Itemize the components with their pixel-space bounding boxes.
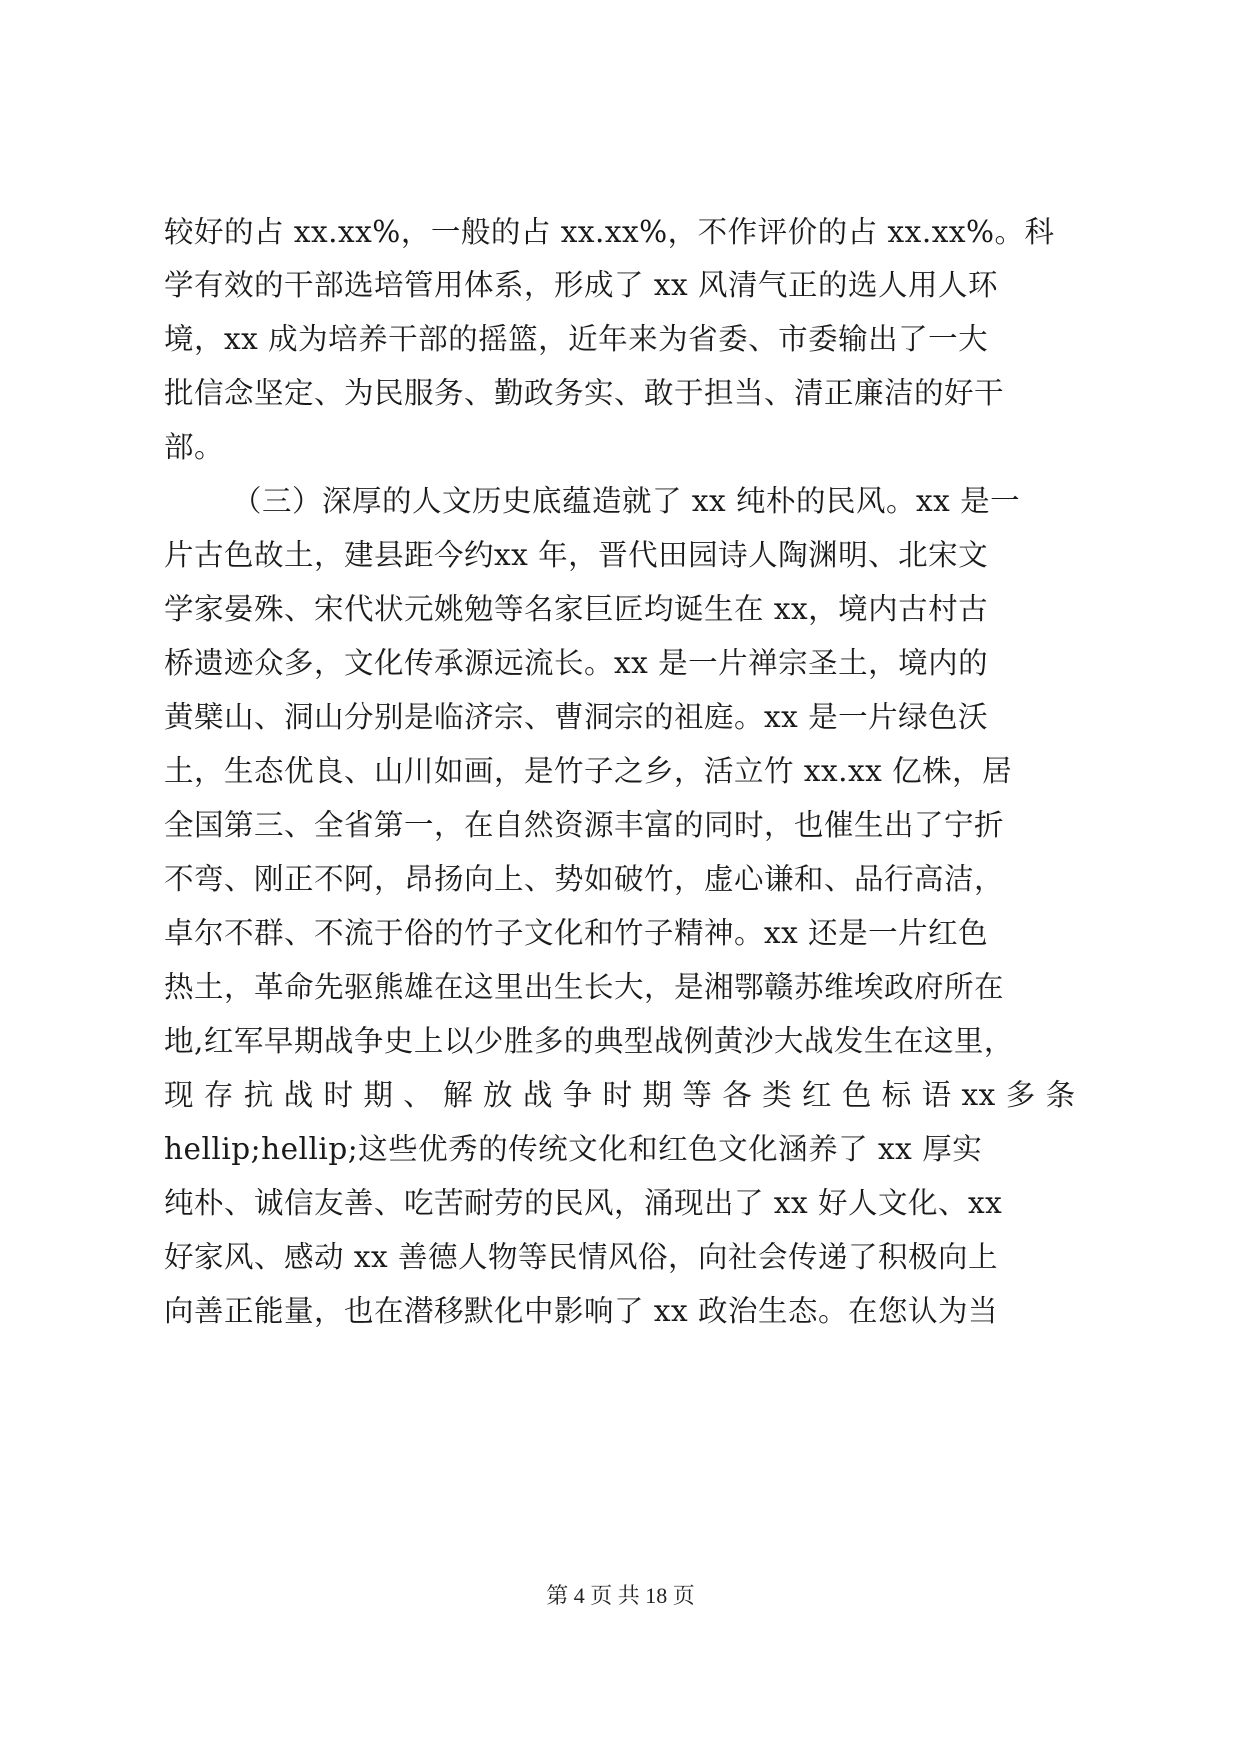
body-line: 地,红军早期战争史上以少胜多的典型战例黄沙大战发生在这里， [164,1024,1014,1058]
body-line: 土，生态优良、山川如画，是竹子之乡，活立竹 xx.xx 亿株，居 [164,754,1013,788]
body-line: 学家晏殊、宋代状元姚勉等名家巨匠均诞生在 xx，境内古村古 [164,592,989,626]
body-line: 批信念坚定、为民服务、勤政务实、敢于担当、清正廉洁的好干 [164,376,1005,410]
section-heading-line: （三）深厚的人文历史底蕴造就了 xx 纯朴的民风。xx 是一 [232,484,1021,518]
body-line: 好家风、感动 xx 善德人物等民情风俗，向社会传递了积极向上 [164,1240,999,1274]
body-line: 热土，革命先驱熊雄在这里出生长大，是湘鄂赣苏维埃政府所在 [164,970,1005,1004]
body-line: 境，xx 成为培养干部的摇篮，近年来为省委、市委输出了一大 [164,322,989,356]
body-line: hellip;hellip;这些优秀的传统文化和红色文化涵养了 xx 厚实 [164,1132,983,1166]
body-line: 向善正能量，也在潜移默化中影响了 xx 政治生态。在您认为当 [164,1294,999,1328]
body-line: 不弯、刚正不阿，昂扬向上、势如破竹，虚心谦和、品行高洁， [164,862,1005,896]
page-footer: 第 4 页 共 18 页 [546,1583,695,1608]
body-line: 纯朴、诚信友善、吃苦耐劳的民风，涌现出了 xx 好人文化、xx [164,1186,1003,1220]
body-line: 较好的占 xx.xx%，一般的占 xx.xx%，不作评价的占 xx.xx%。科 [164,215,1055,249]
body-line: 全国第三、全省第一，在自然资源丰富的同时，也催生出了宁折 [164,808,1005,842]
body-line: 部。 [164,430,225,464]
body-line: 卓尔不群、不流于俗的竹子文化和竹子精神。xx 还是一片红色 [164,916,989,950]
body-line: 现 存 抗 战 时 期 、 解 放 战 争 时 期 等 各 类 红 色 标 语 xx 多 条 [164,1078,1076,1112]
body-line: 黄檗山、洞山分别是临济宗、曹洞宗的祖庭。xx 是一片绿色沃 [164,700,989,734]
body-line: 片古色故土，建县距今约xx 年，晋代田园诗人陶渊明、北宋文 [164,538,989,572]
body-line: 学有效的干部选培管用体系，形成了 xx 风清气正的选人用人环 [164,268,999,302]
body-line: 桥遗迹众多，文化传承源远流长。xx 是一片禅宗圣土，境内的 [164,646,989,680]
